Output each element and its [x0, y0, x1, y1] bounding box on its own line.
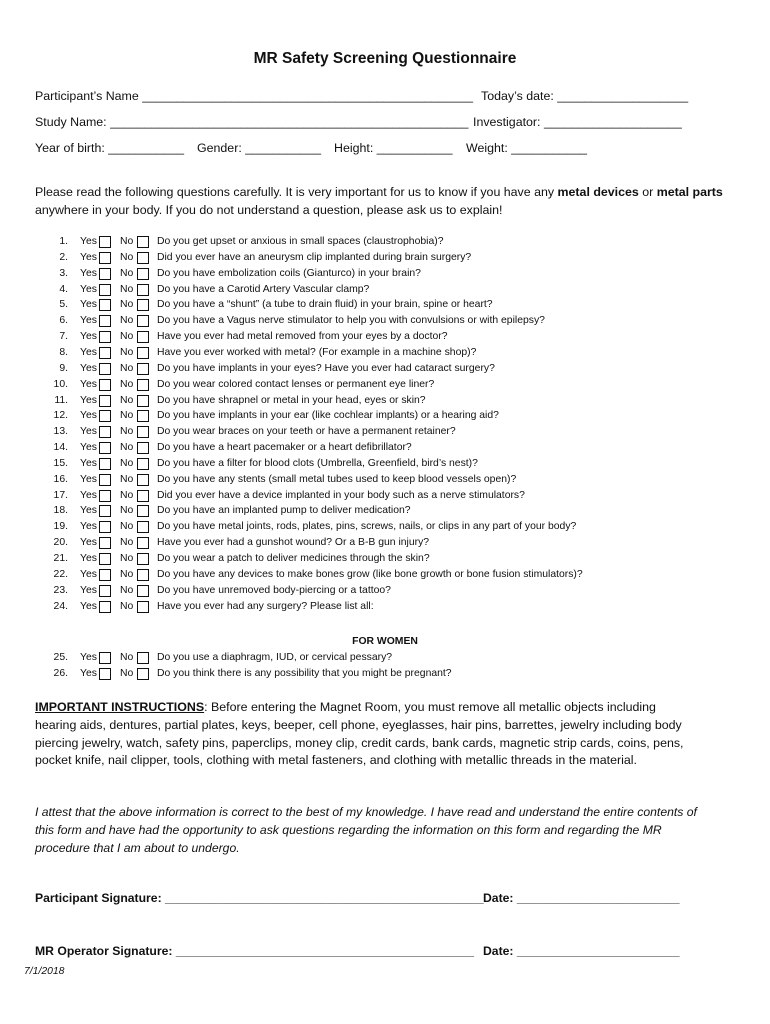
no-label: No	[120, 457, 134, 469]
yes-label: Yes	[80, 426, 97, 438]
yes-checkbox[interactable]	[99, 537, 111, 549]
question-row	[0, 666, 770, 682]
important-instructions	[35, 699, 700, 770]
question-number: 5.	[59, 299, 68, 311]
question-row	[0, 650, 770, 666]
question-text: Do you use a diaphragm, IUD, or cervical pessary?	[157, 652, 393, 663]
participant-signature-field[interactable]: Participant Signature: _______________________________________________	[35, 891, 484, 905]
no-checkbox[interactable]	[137, 585, 149, 597]
yes-checkbox[interactable]	[99, 490, 111, 502]
yes-checkbox[interactable]	[99, 553, 111, 565]
question-number: 8.	[59, 346, 68, 358]
no-label: No	[120, 668, 134, 679]
no-checkbox[interactable]	[137, 553, 149, 565]
yes-label: Yes	[80, 521, 97, 533]
no-checkbox[interactable]	[137, 395, 149, 407]
no-label: No	[120, 315, 134, 327]
yes-label: Yes	[80, 457, 97, 469]
no-label: No	[120, 394, 134, 406]
question-text: Have you ever had metal removed from your eyes by a doctor?	[157, 331, 448, 343]
question-text: Do you have implants in your eyes? Have you ever had cataract surgery?	[157, 362, 495, 374]
question-number: 10.	[53, 378, 68, 390]
intro-text: or	[638, 185, 657, 199]
question-text: Do you wear colored contact lenses or permanent eye liner?	[157, 378, 435, 390]
attestation-text: I attest that the above information is correct to the best of my knowledge. I have read and understand the entire contents of this form and have had the opportunity to ask questions regarding the information on this form and regarding the MR procedure that I am about to undergo.	[35, 805, 697, 855]
question-number: 22.	[53, 568, 68, 580]
no-label: No	[120, 378, 134, 390]
yes-label: Yes	[80, 442, 97, 454]
no-label: No	[120, 489, 134, 501]
question-row	[0, 599, 770, 615]
year-of-birth-field[interactable]: Year of birth: ___________	[35, 141, 185, 155]
no-label: No	[120, 537, 134, 549]
form-revision-date: 7/1/2018	[24, 966, 65, 977]
yes-checkbox[interactable]	[99, 363, 111, 375]
yes-checkbox[interactable]	[99, 315, 111, 327]
question-text: Do you have shrapnel or metal in your head, eyes or skin?	[157, 394, 426, 406]
intro-bold-metal-devices: metal devices	[557, 185, 639, 199]
question-text: Do you have a Carotid Artery Vascular clamp?	[157, 283, 370, 295]
no-label: No	[120, 299, 134, 311]
yes-label: Yes	[80, 315, 97, 327]
question-number: 7.	[59, 331, 68, 343]
operator-date-field[interactable]: Date: ________________________	[483, 944, 680, 958]
no-label: No	[120, 553, 134, 564]
question-row	[0, 535, 770, 551]
question-row	[0, 567, 770, 583]
yes-label: Yes	[80, 568, 97, 580]
question-row	[0, 361, 770, 377]
no-checkbox[interactable]	[137, 331, 149, 343]
no-checkbox[interactable]	[137, 315, 149, 327]
no-checkbox[interactable]	[137, 236, 149, 248]
gender-field[interactable]: Gender: ___________	[197, 141, 322, 155]
yes-checkbox[interactable]	[99, 652, 111, 664]
no-checkbox[interactable]	[137, 668, 149, 680]
no-checkbox[interactable]	[137, 490, 149, 502]
instructions-heading: IMPORTANT INSTRUCTIONS	[35, 700, 205, 714]
no-label: No	[120, 568, 134, 580]
yes-label: Yes	[80, 283, 97, 295]
question-text: Do you wear a patch to deliver medicines through the skin?	[157, 553, 430, 564]
no-label: No	[120, 283, 134, 295]
yes-checkbox[interactable]	[99, 379, 111, 391]
yes-label: Yes	[80, 489, 97, 501]
question-text: Do you wear braces on your teeth or have a permanent retainer?	[157, 426, 456, 438]
yes-checkbox[interactable]	[99, 395, 111, 407]
yes-label: Yes	[80, 251, 97, 263]
yes-label: Yes	[80, 299, 97, 311]
no-checkbox[interactable]	[137, 363, 149, 375]
yes-checkbox[interactable]	[99, 442, 111, 454]
question-number: 9.	[59, 362, 68, 374]
participant-date-field[interactable]: Date: ________________________	[483, 891, 680, 905]
question-row	[0, 456, 770, 472]
question-row	[0, 551, 770, 567]
question-number: 25.	[53, 652, 68, 663]
question-text: Do you think there is any possibility that you might be pregnant?	[157, 668, 452, 679]
no-checkbox[interactable]	[137, 521, 149, 533]
no-checkbox[interactable]	[137, 458, 149, 470]
investigator-field[interactable]: Investigator: ____________________	[473, 115, 682, 129]
yes-label: Yes	[80, 410, 97, 422]
study-name-field[interactable]: Study Name: ____________________________________________________	[35, 115, 469, 129]
question-text: Have you ever had any surgery? Please list all:	[157, 600, 374, 612]
question-number: 2.	[59, 251, 68, 263]
page-title: MR Safety Screening Questionnaire	[253, 50, 517, 67]
women-heading: FOR WOMEN	[352, 636, 418, 647]
yes-label: Yes	[80, 331, 97, 343]
question-row	[0, 297, 770, 313]
yes-checkbox[interactable]	[99, 505, 111, 517]
question-number: 26.	[53, 668, 68, 679]
question-text: Do you get upset or anxious in small spaces (claustrophobia)?	[157, 236, 444, 247]
yes-checkbox[interactable]	[99, 236, 111, 248]
no-checkbox[interactable]	[137, 537, 149, 549]
question-text: Do you have an implanted pump to deliver medication?	[157, 505, 411, 517]
no-label: No	[120, 346, 134, 358]
yes-checkbox[interactable]	[99, 347, 111, 359]
question-row	[0, 519, 770, 535]
yes-checkbox[interactable]	[99, 410, 111, 422]
yes-checkbox[interactable]	[99, 284, 111, 296]
question-number: 6.	[59, 315, 68, 327]
question-text: Have you ever worked with metal? (For example in a machine shop)?	[157, 346, 477, 358]
yes-label: Yes	[80, 473, 97, 485]
question-number: 12.	[53, 410, 68, 422]
question-number: 11.	[54, 394, 68, 406]
question-number: 19.	[53, 521, 68, 533]
no-label: No	[120, 267, 134, 279]
question-row	[0, 583, 770, 599]
no-label: No	[120, 584, 134, 596]
question-text: Do you have unremoved body-piercing or a tattoo?	[157, 584, 391, 596]
question-text: Did you ever have an aneurysm clip implanted during brain surgery?	[157, 251, 472, 263]
weight-field[interactable]: Weight: ___________	[466, 141, 588, 155]
question-row	[0, 440, 770, 456]
yes-checkbox[interactable]	[99, 668, 111, 680]
yes-label: Yes	[80, 668, 97, 679]
question-number: 21.	[53, 553, 68, 564]
no-checkbox[interactable]	[137, 426, 149, 438]
no-checkbox[interactable]	[137, 652, 149, 664]
yes-checkbox[interactable]	[99, 331, 111, 343]
yes-label: Yes	[80, 652, 97, 663]
yes-label: Yes	[80, 505, 97, 517]
question-number: 4.	[59, 283, 68, 295]
no-label: No	[120, 442, 134, 454]
yes-label: Yes	[80, 537, 97, 549]
yes-checkbox[interactable]	[99, 521, 111, 533]
question-text: Do you have any devices to make bones grow (like bone growth or bone fusion stimulators)?	[157, 568, 583, 580]
no-label: No	[120, 521, 134, 533]
question-number: 23.	[53, 584, 68, 596]
question-number: 1.	[59, 236, 68, 247]
yes-label: Yes	[80, 362, 97, 374]
question-text: Do you have embolization coils (Gianturco) in your brain?	[157, 267, 421, 279]
no-label: No	[120, 236, 134, 247]
yes-label: Yes	[80, 267, 97, 279]
question-number: 14.	[53, 442, 68, 454]
no-label: No	[120, 331, 134, 343]
question-number: 24.	[53, 600, 68, 612]
question-row	[0, 282, 770, 298]
yes-label: Yes	[80, 236, 97, 247]
question-row	[0, 345, 770, 361]
question-row	[0, 234, 770, 250]
question-text: Do you have a heart pacemaker or a heart defibrillator?	[157, 442, 412, 454]
instructions-body: : Before entering the Magnet Room, you must remove all metallic objects including hearing aids, dentures, partial plates, keys, beeper, cell phone, eyeglasses, hair pins, barrettes, jewelry including body piercing jewelry, watch, safety pins, paperclips, money clip, credit cards, bank cards, magnetic strip cards, coins, pens, pocket knife, nail clipper, tools, clothing with metal fasteners, and clothing with metallic threads in the material.	[35, 700, 684, 768]
no-label: No	[120, 652, 134, 663]
yes-label: Yes	[80, 378, 97, 390]
question-number: 18.	[53, 505, 68, 517]
question-row	[0, 313, 770, 329]
no-checkbox[interactable]	[137, 252, 149, 264]
no-label: No	[120, 473, 134, 485]
yes-label: Yes	[80, 346, 97, 358]
no-checkbox[interactable]	[137, 379, 149, 391]
yes-checkbox[interactable]	[99, 601, 111, 613]
no-checkbox[interactable]	[137, 410, 149, 422]
yes-checkbox[interactable]	[99, 585, 111, 597]
question-text: Have you ever had a gunshot wound? Or a B-B gun injury?	[157, 537, 430, 549]
no-label: No	[120, 600, 134, 612]
question-text: Do you have any stents (small metal tubes used to keep blood vessels open)?	[157, 473, 517, 485]
no-checkbox[interactable]	[137, 474, 149, 486]
question-number: 16.	[53, 473, 68, 485]
yes-label: Yes	[80, 553, 97, 564]
height-field[interactable]: Height: ___________	[334, 141, 453, 155]
intro-text: anywhere in your body. If you do not understand a question, please ask us to explain!	[35, 203, 503, 217]
no-label: No	[120, 426, 134, 438]
yes-checkbox[interactable]	[99, 569, 111, 581]
no-label: No	[120, 410, 134, 422]
question-number: 20.	[53, 537, 68, 549]
operator-signature-field[interactable]: MR Operator Signature: ____________________________________________	[35, 944, 475, 958]
no-checkbox[interactable]	[137, 347, 149, 359]
no-checkbox[interactable]	[137, 268, 149, 280]
yes-checkbox[interactable]	[99, 252, 111, 264]
yes-checkbox[interactable]	[99, 474, 111, 486]
no-checkbox[interactable]	[137, 601, 149, 613]
question-row	[0, 503, 770, 519]
question-text: Do you have metal joints, rods, plates, pins, screws, nails, or clips in any part of your body?	[157, 521, 577, 533]
no-label: No	[120, 251, 134, 263]
question-row	[0, 408, 770, 424]
no-checkbox[interactable]	[137, 284, 149, 296]
question-text: Do you have a filter for blood clots (Umbrella, Greenfield, bird’s nest)?	[157, 457, 478, 469]
question-row	[0, 250, 770, 266]
question-row	[0, 329, 770, 345]
no-checkbox[interactable]	[137, 442, 149, 454]
question-row	[0, 266, 770, 282]
yes-checkbox[interactable]	[99, 268, 111, 280]
question-row	[0, 424, 770, 440]
intro-paragraph	[35, 183, 735, 219]
participant-name-field[interactable]: Participant’s Name ________________________________________________	[35, 89, 473, 103]
intro-bold-metal-parts: metal parts	[656, 185, 723, 199]
no-checkbox[interactable]	[137, 505, 149, 517]
no-label: No	[120, 505, 134, 517]
no-checkbox[interactable]	[137, 299, 149, 311]
question-text: Did you ever have a device implanted in your body such as a nerve stimulators?	[157, 489, 525, 501]
yes-label: Yes	[80, 600, 97, 612]
question-number: 15.	[53, 457, 68, 469]
yes-checkbox[interactable]	[99, 458, 111, 470]
yes-label: Yes	[80, 394, 97, 406]
yes-label: Yes	[80, 584, 97, 596]
question-row	[0, 393, 770, 409]
todays-date-field[interactable]: Today’s date: ___________________	[481, 89, 689, 103]
question-row	[0, 377, 770, 393]
no-label: No	[120, 362, 134, 374]
question-text: Do you have a Vagus nerve stimulator to help you with convulsions or with epilepsy?	[157, 315, 545, 327]
question-number: 3.	[59, 267, 68, 279]
question-number: 17.	[53, 489, 68, 501]
yes-checkbox[interactable]	[99, 426, 111, 438]
question-number: 13.	[53, 426, 68, 438]
question-row	[0, 488, 770, 504]
question-text: Do you have implants in your ear (like cochlear implants) or a hearing aid?	[157, 410, 499, 422]
question-row	[0, 472, 770, 488]
intro-text: Please read the following questions carefully. It is very important for us to know if you have any	[35, 185, 558, 199]
no-checkbox[interactable]	[137, 569, 149, 581]
question-text: Do you have a “shunt” (a tube to drain fluid) in your brain, spine or heart?	[157, 299, 493, 311]
yes-checkbox[interactable]	[99, 299, 111, 311]
